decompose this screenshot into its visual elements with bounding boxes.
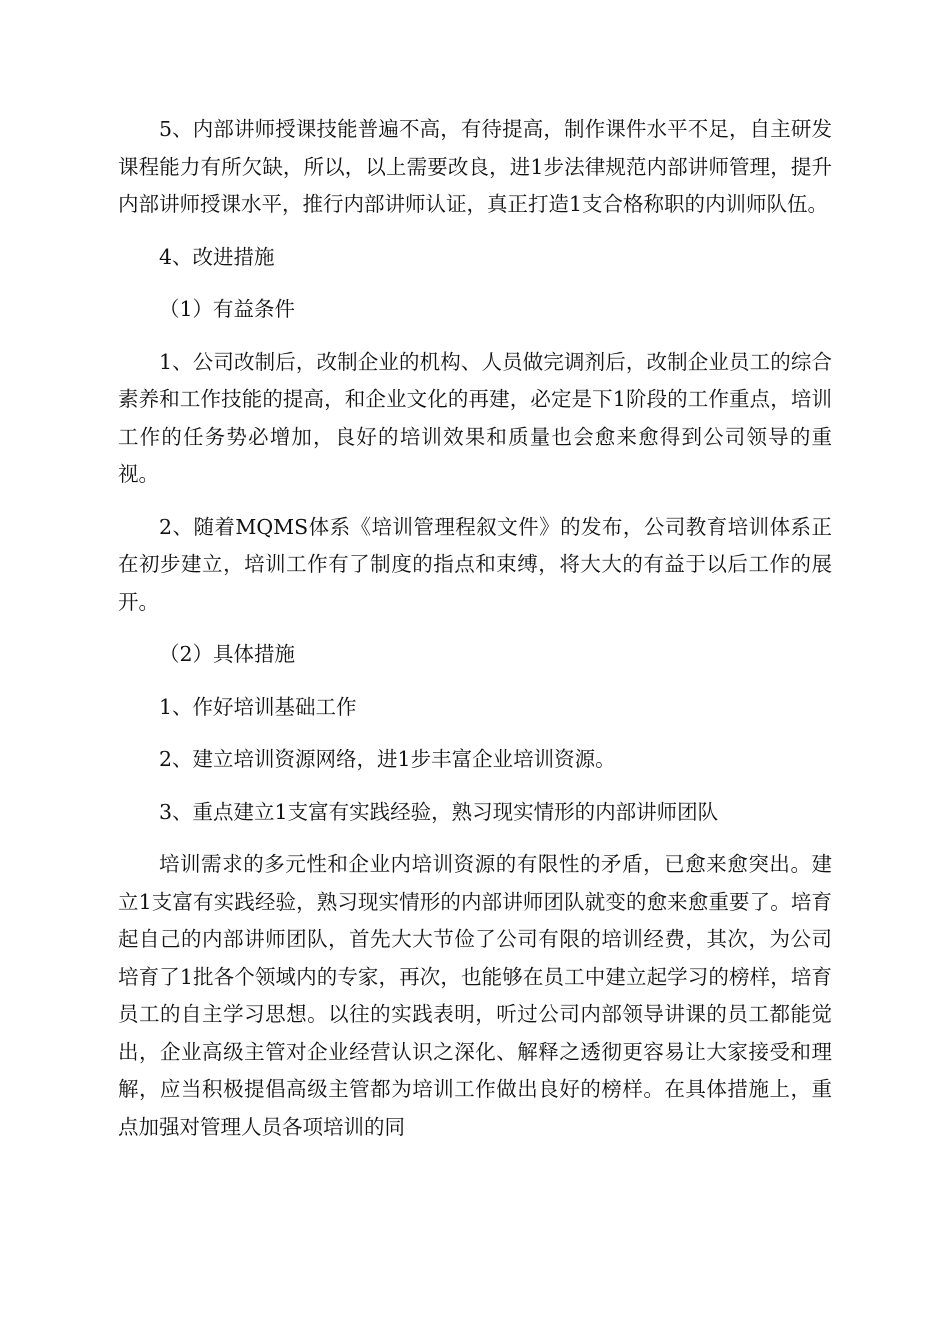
section-heading-improvement: 4、改进措施 [159,244,275,269]
document-page [118,111,832,1161]
subsection-heading-specific-measures: （2）具体措施 [159,642,296,666]
list-item-resource-network: 2、建立培训资源网络，进1步丰富企业培训资源。 [159,747,616,771]
paragraph-mqms: 2、随着MQMS体系《培训管理程叙文件》的发布，公司教育培训体系正在初步建立，培训工作有了制度的指点和束缚，将大大的有益于以后工作的展开。 [118,514,832,614]
subsection-heading-favorable-conditions: （1）有益条件 [159,297,296,321]
paragraph-lecturer-skills: 5、内部讲师授课技能普遍不高，有待提高，制作课件水平不足，自主研发课程能力有所欠缺，所以，以上需要改良，进1步法律规范内部讲师管理，提升内部讲师授课水平，推行内部讲师认证，真正打造1支合格称职的内训师队伍。 [118,117,832,216]
list-item-basic-work: 1、作好培训基础工作 [159,694,357,719]
paragraph-restructuring: 1、公司改制后，改制企业的机构、人员做完调剂后，改制企业员工的综合素养和工作技能的提高，和企业文化的再建，必定是下1阶段的工作重点，培训工作的任务势必增加，良好的培训效果和质量也会愈来愈得到公司领导的重视。 [118,349,832,486]
list-item-lecturer-team: 3、重点建立1支富有实践经验，熟习现实情形的内部讲师团队 [159,799,719,824]
paragraph-training-demand: 培训需求的多元性和企业内培训资源的有限性的矛盾，已愈来愈突出。建立1支富有实践经验，熟习现实情形的内部讲师团队就变的愈来愈重要了。培育起自己的内部讲师团队，首先大大节俭了公司有限的培训经费，其次，为公司培育了1批各个领域内的专家，再次，也能够在员工中建立起学习的榜样，培育员工的自主学习思想。以往的实践表明，听过公司内部领导讲课的员工都能觉出，企业高级主管对企业经营认识之深化、解释之透彻更容易让大家接受和理解，应当积极提倡高级主管都为培训工作做出良好的榜样。在具体措施上，重点加强对管理人员各项培训的同 [118,852,832,1139]
